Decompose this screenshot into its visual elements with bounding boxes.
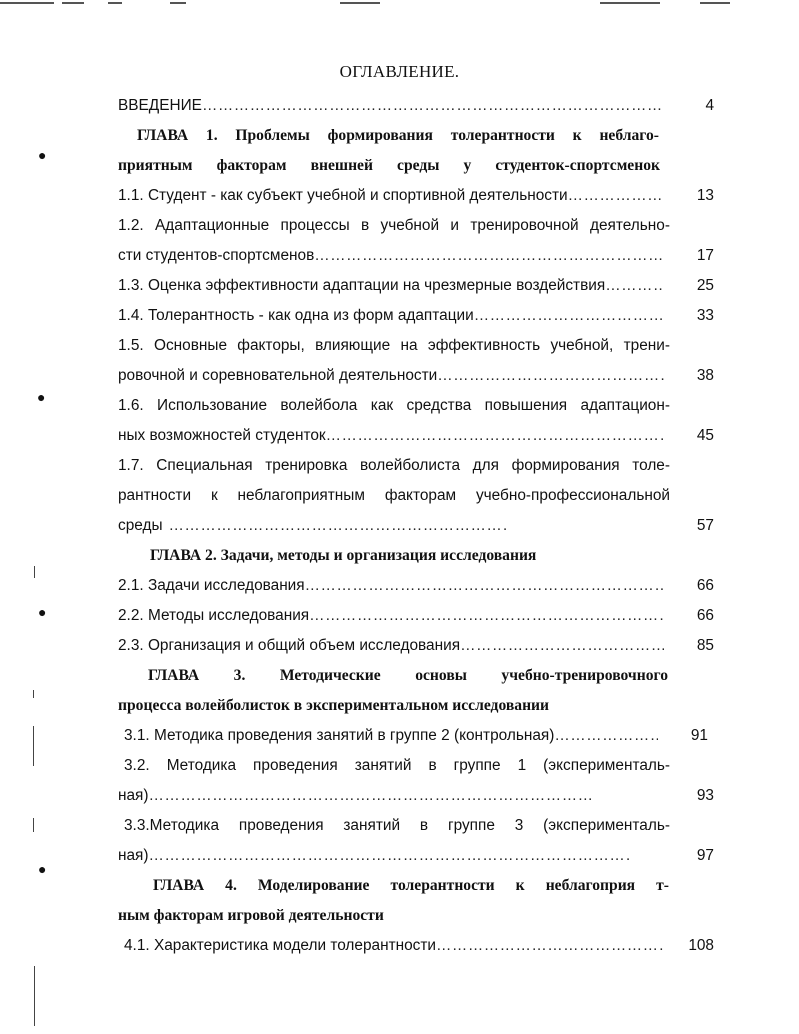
chapter-4-heading-cont[interactable]: ным факторам игровой деятельности: [118, 907, 384, 924]
chapter-4-heading[interactable]: ГЛАВА 4. Моделирование толерантности к неблагоприя т-: [153, 877, 669, 894]
page-number: 13: [696, 187, 714, 204]
dot-leader: [568, 181, 664, 211]
toc-entry-1-1[interactable]: 1.1. Студент - как субъект учебной и спортивной деятельности ………………………………………………………………………………………………………………………………………………………… 13: [118, 181, 714, 211]
chapter-3-heading-cont[interactable]: процесса волейболисток в экспериментальном исследовании: [118, 697, 550, 714]
dot-leader: [305, 571, 664, 601]
toc-entry-1-5-cont[interactable]: ровочной и соревновательной деятельности ………………………………………………………………………………………………………………………………………………………… 38: [118, 361, 714, 391]
page-number: 57: [696, 517, 714, 534]
toc-entry-1-7[interactable]: 1.7. Специальная тренировка волейболиста для формирования толе-: [118, 457, 670, 474]
toc-entry-1-6-cont[interactable]: ных возможностей студенток ………………………………………………………………………………………………………………………………………………………… 45: [118, 421, 714, 451]
toc-entry-1-5[interactable]: 1.5. Основные факторы, влияющие на эффективность учебной, трени-: [118, 337, 670, 354]
toc-entry-3-3[interactable]: 3.3.Методика проведения занятий в группе 3 (эксперименталь-: [124, 817, 670, 834]
toc-entry-1-4[interactable]: 1.4. Толерантность - как одна из форм адаптации ………………………………………………………………………………………………………………………………………………………… 33: [118, 301, 714, 331]
toc-entry-1-7-end[interactable]: среды ………………………………………………………………………………………………………………………………………………………… 57: [118, 511, 714, 541]
toc-entry-2-1[interactable]: 2.1. Задачи исследования ………………………………………………………………………………………………………………………………………………………… 66: [118, 571, 714, 601]
page-number: 25: [696, 277, 714, 294]
toc-entry-3-2-cont[interactable]: ная) ………………………………………………………………………………………………………………………………………………………… 93: [118, 781, 714, 811]
page-number: 4: [705, 97, 714, 114]
toc-entry-3-1[interactable]: 3.1. Методика проведения занятий в группе 2 (контрольная) ………………………………………………………………………………………………………………………………………………………… 91: [124, 721, 708, 751]
dot-leader: [605, 271, 664, 301]
page-number: 66: [696, 607, 714, 624]
scan-mark-3: ●: [38, 606, 47, 621]
dot-leader: [149, 841, 631, 871]
toc-entry-2-2[interactable]: 2.2. Методы исследования ………………………………………………………………………………………………………………………………………………………… 66: [118, 601, 714, 631]
dot-leader: [149, 781, 591, 811]
toc-entry-1-2[interactable]: 1.2. Адаптационные процессы в учебной и тренировочной деятельно-: [118, 217, 670, 234]
chapter-1-heading[interactable]: ГЛАВА 1. Проблемы формирования толерантности к неблаго-: [137, 127, 659, 144]
dot-leader: [437, 361, 664, 391]
page-number: 17: [696, 247, 714, 264]
toc-entry-1-6[interactable]: 1.6. Использование волейбола как средства повышения адаптацион-: [118, 397, 670, 414]
dot-leader: [436, 931, 664, 961]
toc-entry-3-3-cont[interactable]: ная) ………………………………………………………………………………………………………………………………………………………… 97: [118, 841, 714, 871]
toc-entry-1-2-cont[interactable]: сти студентов-спортсменов ………………………………………………………………………………………………………………………………………………………… 17: [118, 241, 714, 271]
dot-leader: [309, 601, 664, 631]
dot-leader: [169, 511, 509, 541]
toc-entry-1-7-cont[interactable]: рантности к неблагоприятным факторам учебно-профессиональной: [118, 487, 670, 504]
page-number: 38: [696, 367, 714, 384]
chapter-3-heading[interactable]: ГЛАВА 3. Методические основы учебно-тренировочного: [148, 667, 668, 684]
scan-mark-1: ●: [38, 149, 47, 164]
toc-entry-intro[interactable]: ВВЕДЕНИЕ ………………………………………………………………………………………………………………………………………………………… 4: [118, 91, 714, 121]
dot-leader: [460, 631, 664, 661]
page-number: 45: [696, 427, 714, 444]
toc-entry-4-1[interactable]: 4.1. Характеристика модели толерантности ………………………………………………………………………………………………………………………………………………………… 108: [124, 931, 714, 961]
page-number: 93: [696, 787, 714, 804]
page-number: 91: [690, 727, 708, 744]
scan-mark-4: ●: [38, 863, 47, 878]
dot-leader: [202, 91, 664, 121]
page-number: 108: [688, 937, 714, 954]
page-number: 97: [696, 847, 714, 864]
scan-mark-2: ●: [37, 391, 46, 406]
toc-entry-1-3[interactable]: 1.3. Оценка эффективности адаптации на чрезмерные воздействия ………………………………………………………………………………………………………………………………………………………… 25: [118, 271, 714, 301]
dot-leader: [326, 421, 664, 451]
dot-leader: [554, 721, 658, 751]
page-number: 66: [696, 577, 714, 594]
chapter-2-heading[interactable]: ГЛАВА 2. Задачи, методы и организация исследования: [150, 547, 537, 564]
chapter-1-heading-cont[interactable]: приятным факторам внешней среды у студенток-спортсменок: [118, 157, 660, 174]
page-number: 85: [696, 637, 714, 654]
toc-entry-2-3[interactable]: 2.3. Организация и общий объем исследования ………………………………………………………………………………………………………………………………………………………… 85: [118, 631, 714, 661]
toc-title: ОГЛАВЛЕНИЕ.: [339, 62, 460, 81]
dot-leader: [474, 301, 664, 331]
page-number: 33: [696, 307, 714, 324]
toc-entry-3-2[interactable]: 3.2. Методика проведения занятий в группе 1 (эксперименталь-: [124, 757, 670, 774]
dot-leader: [314, 241, 664, 271]
